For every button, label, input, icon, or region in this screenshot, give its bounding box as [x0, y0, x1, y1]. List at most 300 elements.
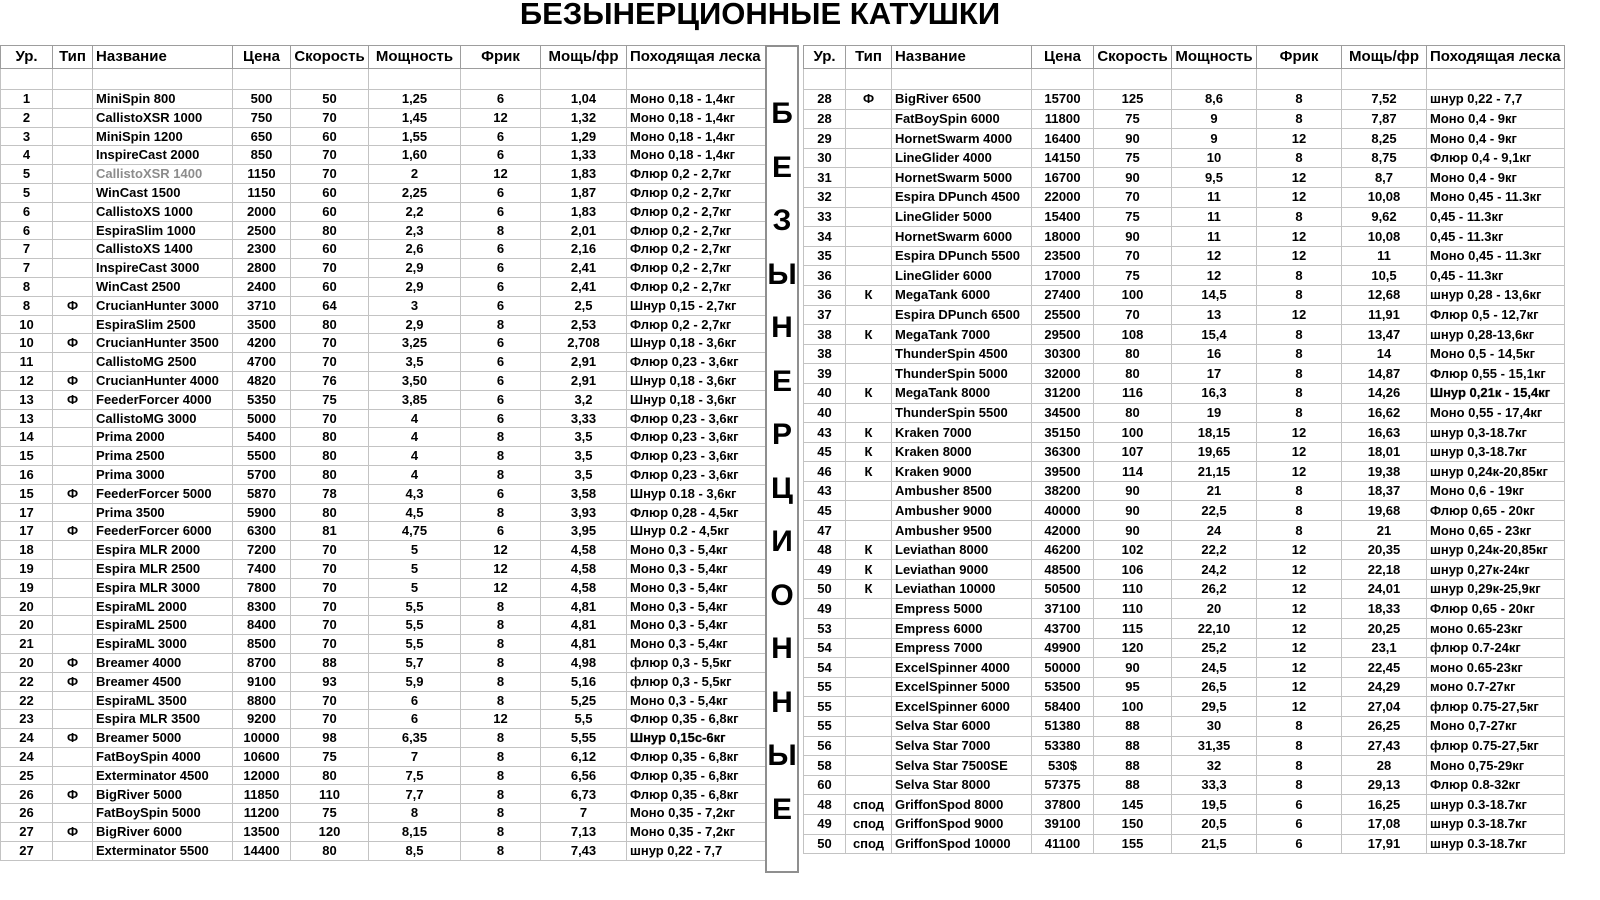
- cell-speed[interactable]: 64: [291, 296, 369, 315]
- cell-power-per-friction[interactable]: 21: [1342, 521, 1427, 541]
- cell-power-per-friction[interactable]: 5,25: [541, 691, 627, 710]
- cell-speed[interactable]: 76: [291, 371, 369, 390]
- cell-speed[interactable]: 80: [1094, 403, 1172, 423]
- cell-power-per-friction[interactable]: 6,56: [541, 766, 627, 785]
- cell-level[interactable]: 55: [804, 677, 846, 697]
- cell-type[interactable]: Ф: [846, 90, 892, 110]
- cell-speed[interactable]: 70: [291, 353, 369, 372]
- cell-power-per-friction[interactable]: 5,5: [541, 710, 627, 729]
- cell-level[interactable]: 50: [804, 579, 846, 599]
- cell-price[interactable]: 5500: [233, 447, 291, 466]
- cell-name[interactable]: ThunderSpin 4500: [892, 344, 1032, 364]
- cell-type[interactable]: [846, 481, 892, 501]
- cell-name[interactable]: LineGlider 4000: [892, 148, 1032, 168]
- cell-friction[interactable]: 12: [1257, 579, 1342, 599]
- empty-cell[interactable]: [291, 69, 369, 90]
- cell-price[interactable]: 11200: [233, 804, 291, 823]
- cell-friction[interactable]: 8: [461, 221, 541, 240]
- cell-type[interactable]: [53, 315, 93, 334]
- cell-speed[interactable]: 100: [1094, 697, 1172, 717]
- cell-level[interactable]: 18: [1, 541, 53, 560]
- cell-type[interactable]: К: [846, 442, 892, 462]
- cell-level[interactable]: 48: [804, 795, 846, 815]
- cell-type[interactable]: [53, 165, 93, 184]
- cell-power[interactable]: 26,2: [1172, 579, 1257, 599]
- cell-speed[interactable]: 70: [1094, 305, 1172, 325]
- cell-power[interactable]: 3,50: [369, 371, 461, 390]
- cell-type[interactable]: [846, 305, 892, 325]
- cell-level[interactable]: 30: [804, 148, 846, 168]
- cell-line[interactable]: Моно 0,5 - 14,5кг: [1427, 344, 1565, 364]
- cell-power-per-friction[interactable]: 2,16: [541, 240, 627, 259]
- cell-line[interactable]: флюр 0,3 - 5,5кг: [627, 672, 766, 691]
- cell-name[interactable]: CallistoMG 2500: [93, 353, 233, 372]
- cell-speed[interactable]: 75: [1094, 109, 1172, 129]
- cell-price[interactable]: 15700: [1032, 90, 1094, 110]
- cell-type[interactable]: [53, 578, 93, 597]
- cell-level[interactable]: 7: [1, 240, 53, 259]
- cell-power[interactable]: 3,25: [369, 334, 461, 353]
- cell-line[interactable]: Моно 0,45 - 11.3кг: [1427, 246, 1565, 266]
- cell-type[interactable]: Ф: [53, 729, 93, 748]
- cell-power-per-friction[interactable]: 4,58: [541, 559, 627, 578]
- cell-power-per-friction[interactable]: 4,81: [541, 635, 627, 654]
- empty-cell[interactable]: [93, 69, 233, 90]
- cell-type[interactable]: [846, 207, 892, 227]
- cell-type[interactable]: [846, 756, 892, 776]
- cell-power[interactable]: 5: [369, 559, 461, 578]
- cell-friction[interactable]: 6: [461, 146, 541, 165]
- cell-type[interactable]: [53, 409, 93, 428]
- cell-power[interactable]: 2,9: [369, 315, 461, 334]
- cell-power[interactable]: 24,5: [1172, 658, 1257, 678]
- empty-cell[interactable]: [461, 69, 541, 90]
- cell-line[interactable]: Флюр 0,4 - 9,1кг: [1427, 148, 1565, 168]
- cell-type[interactable]: [846, 266, 892, 286]
- cell-power-per-friction[interactable]: 7,13: [541, 823, 627, 842]
- cell-speed[interactable]: 88: [1094, 775, 1172, 795]
- cell-level[interactable]: 19: [1, 578, 53, 597]
- cell-power-per-friction[interactable]: 3,5: [541, 447, 627, 466]
- cell-type[interactable]: К: [846, 540, 892, 560]
- empty-cell[interactable]: [541, 69, 627, 90]
- cell-level[interactable]: 36: [804, 285, 846, 305]
- cell-power[interactable]: 29,5: [1172, 697, 1257, 717]
- cell-name[interactable]: LineGlider 6000: [892, 266, 1032, 286]
- cell-power[interactable]: 3,5: [369, 353, 461, 372]
- cell-line[interactable]: Шнур 0,18 - 3,6кг: [627, 334, 766, 353]
- cell-type[interactable]: Ф: [53, 823, 93, 842]
- cell-power[interactable]: 10: [1172, 148, 1257, 168]
- column-header-power[interactable]: Мощность: [369, 46, 461, 69]
- cell-friction[interactable]: 8: [1257, 403, 1342, 423]
- cell-price[interactable]: 42000: [1032, 521, 1094, 541]
- cell-speed[interactable]: 155: [1094, 834, 1172, 854]
- cell-price[interactable]: 14400: [233, 841, 291, 860]
- cell-type[interactable]: [846, 148, 892, 168]
- cell-power-per-friction[interactable]: 14,26: [1342, 383, 1427, 403]
- cell-friction[interactable]: 8: [1257, 364, 1342, 384]
- cell-type[interactable]: [53, 259, 93, 278]
- cell-line[interactable]: Флюр 0,23 - 3,6кг: [627, 353, 766, 372]
- cell-power[interactable]: 4: [369, 447, 461, 466]
- cell-friction[interactable]: 8: [461, 503, 541, 522]
- cell-line[interactable]: Флюр 0,35 - 6,8кг: [627, 747, 766, 766]
- cell-friction[interactable]: 8: [461, 841, 541, 860]
- cell-level[interactable]: 26: [1, 804, 53, 823]
- cell-speed[interactable]: 90: [1094, 658, 1172, 678]
- cell-name[interactable]: EspiraML 2500: [93, 616, 233, 635]
- cell-friction[interactable]: 6: [461, 334, 541, 353]
- cell-friction[interactable]: 12: [1257, 599, 1342, 619]
- cell-power-per-friction[interactable]: 19,68: [1342, 501, 1427, 521]
- cell-power[interactable]: 24,2: [1172, 560, 1257, 580]
- cell-friction[interactable]: 12: [1257, 560, 1342, 580]
- cell-name[interactable]: InspireCast 2000: [93, 146, 233, 165]
- cell-friction[interactable]: 12: [1257, 227, 1342, 247]
- cell-price[interactable]: 49900: [1032, 638, 1094, 658]
- cell-friction[interactable]: 12: [461, 165, 541, 184]
- cell-friction[interactable]: 8: [1257, 481, 1342, 501]
- empty-cell[interactable]: [892, 69, 1032, 90]
- cell-power[interactable]: 2: [369, 165, 461, 184]
- cell-power[interactable]: 8,5: [369, 841, 461, 860]
- cell-power[interactable]: 30: [1172, 717, 1257, 737]
- cell-level[interactable]: 5: [1, 183, 53, 202]
- cell-type[interactable]: [846, 109, 892, 129]
- cell-speed[interactable]: 80: [1094, 364, 1172, 384]
- cell-speed[interactable]: 88: [291, 653, 369, 672]
- cell-power-per-friction[interactable]: 8,7: [1342, 168, 1427, 188]
- empty-cell[interactable]: [1342, 69, 1427, 90]
- cell-level[interactable]: 24: [1, 747, 53, 766]
- cell-name[interactable]: LineGlider 5000: [892, 207, 1032, 227]
- cell-level[interactable]: 40: [804, 403, 846, 423]
- cell-price[interactable]: 15400: [1032, 207, 1094, 227]
- cell-type[interactable]: [53, 353, 93, 372]
- cell-friction[interactable]: 6: [461, 277, 541, 296]
- cell-level[interactable]: 17: [1, 522, 53, 541]
- cell-price[interactable]: 650: [233, 127, 291, 146]
- cell-line[interactable]: Флюр 0,35 - 6,8кг: [627, 785, 766, 804]
- cell-speed[interactable]: 75: [1094, 266, 1172, 286]
- cell-type[interactable]: К: [846, 285, 892, 305]
- cell-price[interactable]: 53380: [1032, 736, 1094, 756]
- cell-name[interactable]: CallistoXSR 1000: [93, 108, 233, 127]
- cell-level[interactable]: 47: [804, 521, 846, 541]
- cell-friction[interactable]: 6: [1257, 795, 1342, 815]
- cell-power[interactable]: 5: [369, 578, 461, 597]
- column-header-speed[interactable]: Скорость: [1094, 46, 1172, 69]
- cell-name[interactable]: EspiraML 3000: [93, 635, 233, 654]
- cell-name[interactable]: ThunderSpin 5500: [892, 403, 1032, 423]
- cell-price[interactable]: 36300: [1032, 442, 1094, 462]
- cell-power-per-friction[interactable]: 22,18: [1342, 560, 1427, 580]
- empty-cell[interactable]: [627, 69, 766, 90]
- cell-power-per-friction[interactable]: 2,708: [541, 334, 627, 353]
- cell-line[interactable]: шнур 0,29к-25,9кг: [1427, 579, 1565, 599]
- cell-name[interactable]: FatBoySpin 4000: [93, 747, 233, 766]
- cell-line[interactable]: Моно 0,45 - 11.3кг: [1427, 187, 1565, 207]
- cell-friction[interactable]: 8: [1257, 717, 1342, 737]
- cell-friction[interactable]: 8: [461, 691, 541, 710]
- cell-price[interactable]: 2500: [233, 221, 291, 240]
- cell-name[interactable]: CallistoMG 3000: [93, 409, 233, 428]
- cell-power-per-friction[interactable]: 4,58: [541, 578, 627, 597]
- cell-line[interactable]: шнур 0.3-18.7кг: [1427, 834, 1565, 854]
- cell-speed[interactable]: 70: [291, 635, 369, 654]
- cell-power-per-friction[interactable]: 9,62: [1342, 207, 1427, 227]
- cell-speed[interactable]: 80: [291, 428, 369, 447]
- cell-type[interactable]: [53, 541, 93, 560]
- column-header-level[interactable]: Ур.: [804, 46, 846, 69]
- cell-level[interactable]: 39: [804, 364, 846, 384]
- cell-power-per-friction[interactable]: 3,58: [541, 484, 627, 503]
- cell-level[interactable]: 15: [1, 484, 53, 503]
- cell-power[interactable]: 1,55: [369, 127, 461, 146]
- cell-type[interactable]: спод: [846, 795, 892, 815]
- cell-power[interactable]: 15,4: [1172, 325, 1257, 345]
- cell-level[interactable]: 29: [804, 129, 846, 149]
- cell-type[interactable]: спод: [846, 814, 892, 834]
- cell-price[interactable]: 39500: [1032, 462, 1094, 482]
- cell-line[interactable]: шнур 0,3-18.7кг: [1427, 423, 1565, 443]
- cell-level[interactable]: 34: [804, 227, 846, 247]
- cell-name[interactable]: Selva Star 7000: [892, 736, 1032, 756]
- cell-power-per-friction[interactable]: 1,83: [541, 165, 627, 184]
- cell-line[interactable]: Флюр 0,35 - 6,8кг: [627, 766, 766, 785]
- cell-line[interactable]: Флюр 0,65 - 20кг: [1427, 501, 1565, 521]
- cell-power-per-friction[interactable]: 1,32: [541, 108, 627, 127]
- cell-line[interactable]: шнур 0,22 - 7,7: [1427, 90, 1565, 110]
- cell-level[interactable]: 22: [1, 691, 53, 710]
- cell-type[interactable]: Ф: [53, 296, 93, 315]
- cell-friction[interactable]: 8: [1257, 383, 1342, 403]
- cell-power[interactable]: 5,5: [369, 635, 461, 654]
- cell-power[interactable]: 20: [1172, 599, 1257, 619]
- cell-level[interactable]: 43: [804, 481, 846, 501]
- cell-line[interactable]: Шнур 0.2 - 4,5кг: [627, 522, 766, 541]
- cell-power[interactable]: 21,5: [1172, 834, 1257, 854]
- cell-friction[interactable]: 6: [461, 240, 541, 259]
- cell-type[interactable]: К: [846, 383, 892, 403]
- cell-friction[interactable]: 6: [461, 353, 541, 372]
- cell-friction[interactable]: 6: [461, 390, 541, 409]
- cell-friction[interactable]: 12: [1257, 423, 1342, 443]
- cell-friction[interactable]: 12: [1257, 677, 1342, 697]
- cell-friction[interactable]: 8: [461, 729, 541, 748]
- cell-friction[interactable]: 8: [1257, 325, 1342, 345]
- cell-name[interactable]: ExcelSpinner 4000: [892, 658, 1032, 678]
- cell-name[interactable]: MiniSpin 1200: [93, 127, 233, 146]
- column-header-friction[interactable]: Фрик: [1257, 46, 1342, 69]
- cell-level[interactable]: 40: [804, 383, 846, 403]
- cell-price[interactable]: 3710: [233, 296, 291, 315]
- cell-name[interactable]: Espira MLR 2000: [93, 541, 233, 560]
- cell-power-per-friction[interactable]: 1,83: [541, 202, 627, 221]
- cell-speed[interactable]: 80: [291, 465, 369, 484]
- cell-line[interactable]: шнур 0,27к-24кг: [1427, 560, 1565, 580]
- column-header-type[interactable]: Тип: [53, 46, 93, 69]
- cell-power[interactable]: 4: [369, 409, 461, 428]
- cell-type[interactable]: [846, 501, 892, 521]
- cell-type[interactable]: [846, 638, 892, 658]
- cell-power-per-friction[interactable]: 1,87: [541, 183, 627, 202]
- cell-power[interactable]: 5: [369, 541, 461, 560]
- cell-line[interactable]: 0,45 - 11.3кг: [1427, 266, 1565, 286]
- cell-speed[interactable]: 60: [291, 240, 369, 259]
- cell-name[interactable]: BigRiver 6500: [892, 90, 1032, 110]
- cell-price[interactable]: 7200: [233, 541, 291, 560]
- cell-power[interactable]: 8,15: [369, 823, 461, 842]
- cell-line[interactable]: Моно 0,6 - 19кг: [1427, 481, 1565, 501]
- cell-power-per-friction[interactable]: 2,41: [541, 277, 627, 296]
- cell-speed[interactable]: 93: [291, 672, 369, 691]
- cell-line[interactable]: Флюр 0,2 - 2,7кг: [627, 315, 766, 334]
- cell-type[interactable]: [53, 747, 93, 766]
- cell-type[interactable]: [53, 90, 93, 109]
- cell-speed[interactable]: 102: [1094, 540, 1172, 560]
- cell-type[interactable]: К: [846, 579, 892, 599]
- cell-level[interactable]: 54: [804, 638, 846, 658]
- cell-line[interactable]: Моно 0,3 - 5,4кг: [627, 541, 766, 560]
- cell-name[interactable]: Kraken 8000: [892, 442, 1032, 462]
- cell-line[interactable]: шнур 0,24к-20,85кг: [1427, 462, 1565, 482]
- cell-name[interactable]: MegaTank 6000: [892, 285, 1032, 305]
- cell-name[interactable]: Espira MLR 3000: [93, 578, 233, 597]
- cell-name[interactable]: FatBoySpin 5000: [93, 804, 233, 823]
- cell-type[interactable]: [846, 227, 892, 247]
- cell-power-per-friction[interactable]: 1,04: [541, 90, 627, 109]
- cell-type[interactable]: [53, 108, 93, 127]
- cell-speed[interactable]: 107: [1094, 442, 1172, 462]
- cell-power[interactable]: 9,5: [1172, 168, 1257, 188]
- cell-type[interactable]: [53, 183, 93, 202]
- cell-power-per-friction[interactable]: 3,95: [541, 522, 627, 541]
- cell-speed[interactable]: 75: [291, 747, 369, 766]
- cell-price[interactable]: 39100: [1032, 814, 1094, 834]
- cell-friction[interactable]: 8: [1257, 521, 1342, 541]
- cell-power-per-friction[interactable]: 6,73: [541, 785, 627, 804]
- cell-power[interactable]: 2,9: [369, 259, 461, 278]
- cell-line[interactable]: Моно 0,75-29кг: [1427, 756, 1565, 776]
- cell-speed[interactable]: 90: [1094, 521, 1172, 541]
- cell-power[interactable]: 6: [369, 710, 461, 729]
- cell-power[interactable]: 11: [1172, 187, 1257, 207]
- cell-name[interactable]: WinCast 1500: [93, 183, 233, 202]
- empty-cell[interactable]: [804, 69, 846, 90]
- cell-friction[interactable]: 8: [1257, 266, 1342, 286]
- cell-speed[interactable]: 90: [1094, 227, 1172, 247]
- cell-power-per-friction[interactable]: 18,37: [1342, 481, 1427, 501]
- cell-type[interactable]: [846, 775, 892, 795]
- cell-friction[interactable]: 8: [1257, 756, 1342, 776]
- cell-level[interactable]: 15: [1, 447, 53, 466]
- cell-type[interactable]: [846, 168, 892, 188]
- cell-price[interactable]: 40000: [1032, 501, 1094, 521]
- cell-price[interactable]: 35150: [1032, 423, 1094, 443]
- cell-name[interactable]: BigRiver 6000: [93, 823, 233, 842]
- cell-power-per-friction[interactable]: 3,2: [541, 390, 627, 409]
- column-header-friction[interactable]: Фрик: [461, 46, 541, 69]
- cell-speed[interactable]: 80: [291, 447, 369, 466]
- cell-speed[interactable]: 70: [291, 146, 369, 165]
- cell-friction[interactable]: 12: [461, 541, 541, 560]
- cell-speed[interactable]: 60: [291, 277, 369, 296]
- cell-level[interactable]: 23: [1, 710, 53, 729]
- cell-price[interactable]: 2000: [233, 202, 291, 221]
- cell-power[interactable]: 11: [1172, 207, 1257, 227]
- cell-price[interactable]: 12000: [233, 766, 291, 785]
- column-header-name[interactable]: Название: [93, 46, 233, 69]
- cell-name[interactable]: EspiraML 3500: [93, 691, 233, 710]
- cell-line[interactable]: флюр 0.75-27,5кг: [1427, 736, 1565, 756]
- empty-cell[interactable]: [53, 69, 93, 90]
- cell-power[interactable]: 1,25: [369, 90, 461, 109]
- cell-power[interactable]: 4: [369, 465, 461, 484]
- cell-line[interactable]: Флюр 0,2 - 2,7кг: [627, 165, 766, 184]
- cell-type[interactable]: [846, 697, 892, 717]
- cell-name[interactable]: CallistoXS 1000: [93, 202, 233, 221]
- cell-name[interactable]: Espira MLR 3500: [93, 710, 233, 729]
- cell-power-per-friction[interactable]: 26,25: [1342, 717, 1427, 737]
- column-header-level[interactable]: Ур.: [1, 46, 53, 69]
- cell-friction[interactable]: 6: [461, 259, 541, 278]
- cell-level[interactable]: 31: [804, 168, 846, 188]
- cell-line[interactable]: Моно 0,3 - 5,4кг: [627, 635, 766, 654]
- cell-type[interactable]: [53, 804, 93, 823]
- cell-speed[interactable]: 98: [291, 729, 369, 748]
- cell-line[interactable]: Флюр 0.8-32кг: [1427, 775, 1565, 795]
- cell-line[interactable]: Флюр 0,2 - 2,7кг: [627, 202, 766, 221]
- cell-name[interactable]: GriffonSpod 8000: [892, 795, 1032, 815]
- cell-speed[interactable]: 70: [291, 710, 369, 729]
- cell-level[interactable]: 2: [1, 108, 53, 127]
- cell-name[interactable]: GriffonSpod 9000: [892, 814, 1032, 834]
- cell-level[interactable]: 13: [1, 409, 53, 428]
- cell-type[interactable]: Ф: [53, 334, 93, 353]
- cell-speed[interactable]: 70: [291, 578, 369, 597]
- cell-line[interactable]: Шнур 0,15с-6кг: [627, 729, 766, 748]
- cell-price[interactable]: 500: [233, 90, 291, 109]
- cell-level[interactable]: 28: [804, 90, 846, 110]
- cell-power-per-friction[interactable]: 24,29: [1342, 677, 1427, 697]
- cell-friction[interactable]: 6: [461, 522, 541, 541]
- cell-name[interactable]: Empress 5000: [892, 599, 1032, 619]
- cell-name[interactable]: Selva Star 6000: [892, 717, 1032, 737]
- cell-friction[interactable]: 8: [461, 766, 541, 785]
- cell-price[interactable]: 50500: [1032, 579, 1094, 599]
- empty-cell[interactable]: [1094, 69, 1172, 90]
- cell-type[interactable]: [846, 521, 892, 541]
- cell-speed[interactable]: 70: [291, 165, 369, 184]
- cell-line[interactable]: Шнур 0,18 - 3,6кг: [627, 390, 766, 409]
- cell-speed[interactable]: 81: [291, 522, 369, 541]
- cell-power[interactable]: 13: [1172, 305, 1257, 325]
- cell-line[interactable]: Флюр 0,55 - 15,1кг: [1427, 364, 1565, 384]
- cell-price[interactable]: 4700: [233, 353, 291, 372]
- cell-power-per-friction[interactable]: 2,91: [541, 371, 627, 390]
- cell-price[interactable]: 37800: [1032, 795, 1094, 815]
- cell-type[interactable]: [53, 841, 93, 860]
- cell-friction[interactable]: 6: [1257, 814, 1342, 834]
- cell-type[interactable]: [846, 599, 892, 619]
- column-header-power-per-friction[interactable]: Мощь/фр: [1342, 46, 1427, 69]
- cell-power-per-friction[interactable]: 2,91: [541, 353, 627, 372]
- cell-friction[interactable]: 8: [461, 823, 541, 842]
- cell-speed[interactable]: 70: [291, 259, 369, 278]
- cell-line[interactable]: шнур 0,28-13,6кг: [1427, 325, 1565, 345]
